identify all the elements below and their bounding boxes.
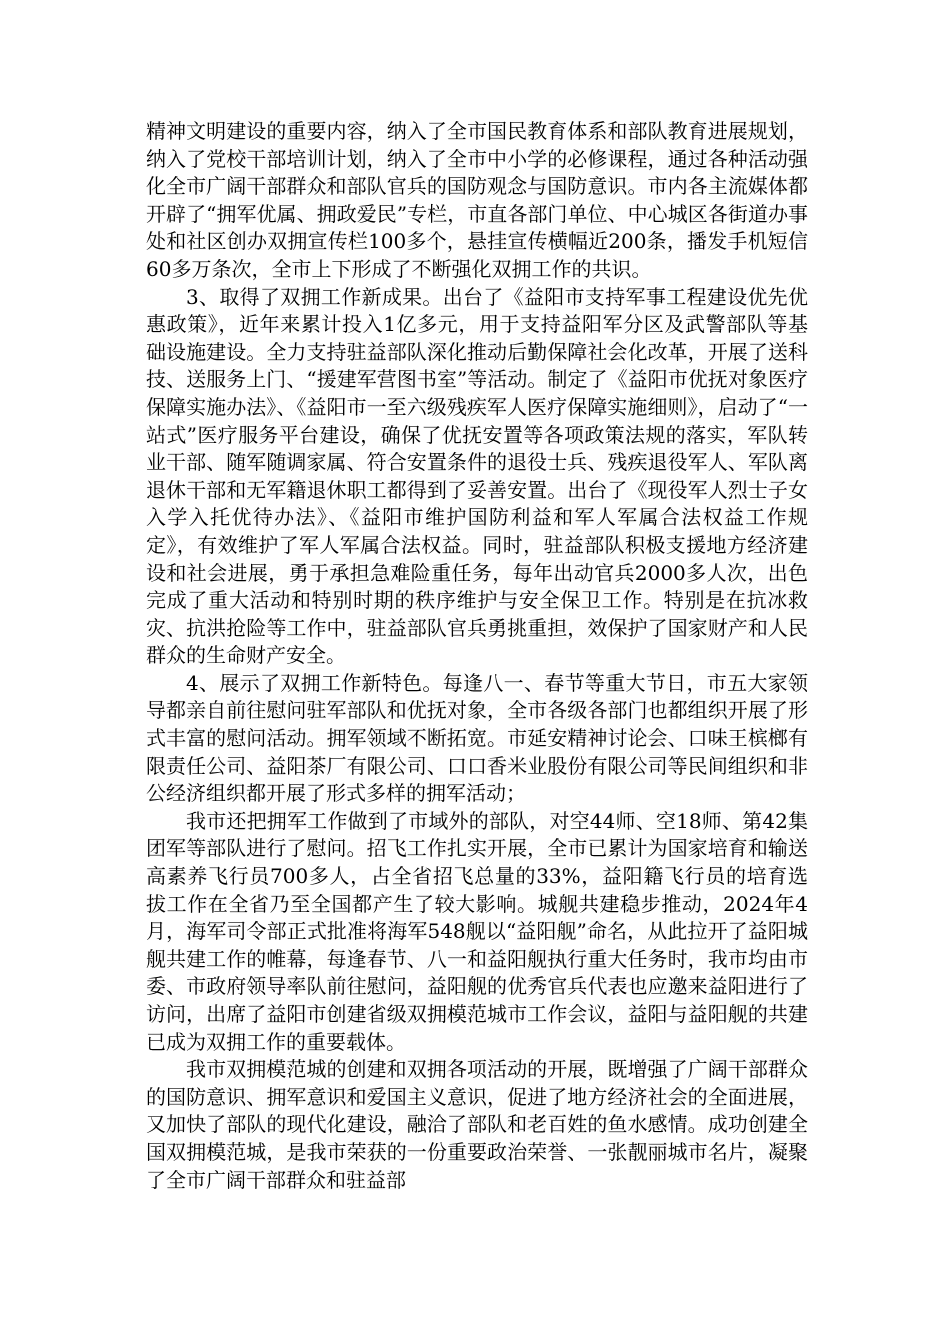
paragraph-4: 我市还把拥军工作做到了市域外的部队，对空44师、空18师、第42集团军等部队进行了慰问。招飞工作扎实开展，全市已累计为国家培育和输送高素养飞行员700多人，占全省招飞总量的33%，益阳籍飞行员的培育选拔工作在全省乃至全国都产生了较大影响。城舰共建稳步推动，2024年4月，海军司令部正式批准将海军548舰以“益阳舰”命名，从此拉开了益阳城舰共建工作的帷幕，每逢春节、八一和益阳舰执行重大任务时，我市均由市委、市政府领导率队前往慰问，益阳舰的优秀官兵代表也应邀来益阳进行了访问，出席了益阳市创建省级双拥模范城市工作会议，益阳与益阳舰的共建已成为双拥工作的重要载体。 <box>146 808 808 1054</box>
paragraph-2: 3、取得了双拥工作新成果。出台了《益阳市支持军事工程建设优先优惠政策》，近年来累计投入1亿多元，用于支持益阳军分区及武警部队等基础设施建设。全力支持驻益部队深化推动后勤保障社会化改革，开展了送科技、送服务上门、“援建军营图书室”等活动。制定了《益阳市优抚对象医疗保障实施办法》、《益阳市一至六级残疾军人医疗保障实施细则》，启动了“一站式”医疗服务平台建设，确保了优抚安置等各项政策法规的落实，军队转业干部、随军随调家属、符合安置条件的退役士兵、残疾退役军人、军队离退休干部和无军籍退休职工都得到了妥善安置。出台了《现役军人烈士子女入学入托优待办法》、《益阳市维护国防利益和军人军属合法权益工作规定》，有效维护了军人军属合法权益。同时，驻益部队积极支援地方经济建设和社会进展，勇于承担急难险重任务，每年出动官兵2000多人次，出色完成了重大活动和特别时期的秩序维护与安全保卫工作。特别是在抗冰救灾、抗洪抢险等工作中，驻益部队官兵勇挑重担，效保护了国家财产和人民群众的生命财产安全。 <box>146 284 808 668</box>
paragraph-5: 我市双拥模范城的创建和双拥各项活动的开展，既增强了广阔干部群众的国防意识、拥军意识和爱国主义意识，促进了地方经济社会的全面进展，又加快了部队的现代化建设，融洽了部队和老百姓的鱼水感情。成功创建全国双拥模范城，是我市荣获的一份重要政治荣誉、一张靓丽城市名片，凝聚了全市广阔干部群众和驻益部 <box>146 1057 808 1192</box>
paragraph-3: 4、展示了双拥工作新特色。每逢八一、春节等重大节日，市五大家领导都亲自前往慰问驻军部队和优抚对象，全市各级各部门也都组织开展了形式丰富的慰问活动。拥军领域不断拓宽。市延安精神讨论会、口味王槟榔有限责任公司、益阳茶厂有限公司、口口香米业股份有限公司等民间组织和非公经济组织都开展了形式多样的拥军活动； <box>146 670 808 806</box>
paragraph-1: 精神文明建设的重要内容，纳入了全市国民教育体系和部队教育进展规划，纳入了党校干部培训计划，纳入了全市中小学的必修课程，通过各种活动强化全市广阔干部群众和部队官兵的国防观念与国防意识。市内各主流媒体都开辟了“拥军优属、拥政爱民”专栏，市直各部门单位、中心城区各街道办事处和社区创办双拥宣传栏100多个，悬挂宣传横幅近200条，播发手机短信60多万条次，全市上下形成了不断强化双拥工作的共识。 <box>146 119 808 281</box>
document-page <box>146 118 808 1194</box>
